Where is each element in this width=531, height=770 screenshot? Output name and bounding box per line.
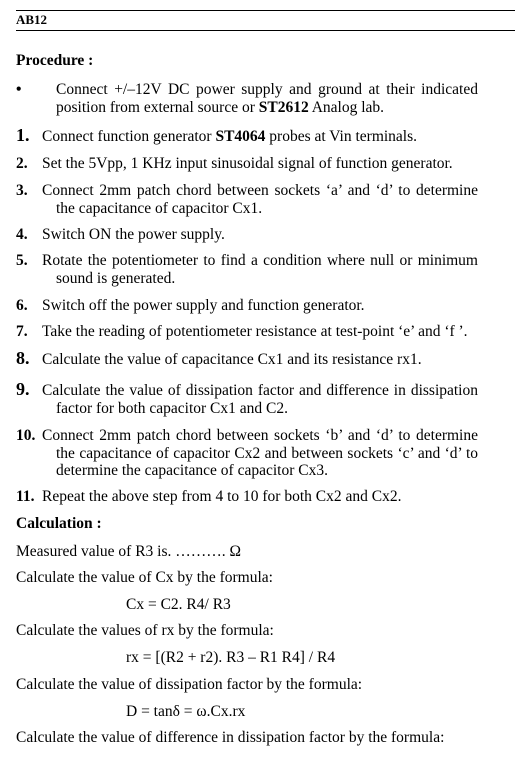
step-number: 7. <box>16 323 28 340</box>
procedure-step <box>16 226 478 244</box>
step-number: 4. <box>16 226 28 243</box>
document-code: AB12 <box>16 12 48 27</box>
measured-r3-line: Measured value of R3 is. ………. Ω <box>16 543 242 560</box>
step-text: Calculate the value of capacitance Cx1 and its resistance rx1. <box>42 351 422 368</box>
step-number: 6. <box>16 297 28 314</box>
procedure-step <box>16 182 478 217</box>
step-text: Connect 2mm patch chord between sockets ‘a’ and ‘d’ to determine the capacitance of capacitor Cx1. <box>42 182 478 217</box>
procedure-step <box>16 155 478 173</box>
step-text: Take the reading of potentiometer resistance at test-point ‘e’ and ‘f ’. <box>42 323 468 340</box>
header-bottom-rule <box>16 30 515 31</box>
step-number: 2. <box>16 155 28 172</box>
step-number: 1. <box>16 125 30 145</box>
step-text: Repeat the above step from 4 to 10 for both Cx2 and Cx2. <box>42 488 402 505</box>
procedure-step <box>16 348 478 369</box>
step-number: 5. <box>16 252 28 269</box>
cx-formula: Cx = C2. R4/ R3 <box>126 596 231 613</box>
bullet-text: Connect +/–12V DC power supply and ground at their indicated position from external source or ST2612 Analog lab. <box>56 81 478 116</box>
step-number: 9. <box>16 379 30 399</box>
step-text: Calculate the value of dissipation factor and difference in dissipation factor for both capacitor Cx1 and C2. <box>42 382 478 417</box>
header-top-rule <box>16 10 515 11</box>
rx-intro: Calculate the values of rx by the formula: <box>16 622 274 639</box>
step-text: Rotate the potentiometer to find a condition where null or minimum sound is generated. <box>42 252 478 287</box>
step-text: Connect 2mm patch chord between sockets ‘b’ and ‘d’ to determine the capacitance of capacitor Cx2 and between sockets ‘c’ and ‘d’ to determine the capacitance of capacitor Cx3. <box>42 427 478 479</box>
difference-intro: Calculate the value of difference in dissipation factor by the formula: <box>16 729 445 746</box>
procedure-step <box>16 297 478 315</box>
procedure-step <box>16 427 478 480</box>
dissipation-intro: Calculate the value of dissipation factor by the formula: <box>16 676 363 693</box>
step-number: 11. <box>16 488 35 505</box>
step-text: Set the 5Vpp, 1 KHz input sinusoidal signal of function generator. <box>42 155 453 172</box>
procedure-step <box>16 379 478 417</box>
procedure-bullet-item <box>16 81 478 116</box>
step-number: 10. <box>16 427 36 444</box>
bullet-marker: • <box>16 81 22 98</box>
step-text: Switch off the power supply and function generator. <box>42 297 365 314</box>
step-number: 8. <box>16 348 30 368</box>
dissipation-formula: D = tanδ = ω.Cx.rx <box>126 703 246 720</box>
procedure-step <box>16 488 478 506</box>
step-text: Switch ON the power supply. <box>42 226 225 243</box>
procedure-heading: Procedure : <box>16 52 94 69</box>
procedure-step <box>16 323 478 341</box>
step-number: 3. <box>16 182 28 199</box>
calculation-heading: Calculation : <box>16 515 102 532</box>
cx-intro: Calculate the value of Cx by the formula: <box>16 569 273 586</box>
procedure-step <box>16 252 478 287</box>
procedure-step <box>16 125 478 146</box>
step-text: Connect function generator ST4064 probes at Vin terminals. <box>42 128 418 145</box>
rx-formula: rx = [(R2 + r2). R3 – R1 R4] / R4 <box>126 649 336 666</box>
